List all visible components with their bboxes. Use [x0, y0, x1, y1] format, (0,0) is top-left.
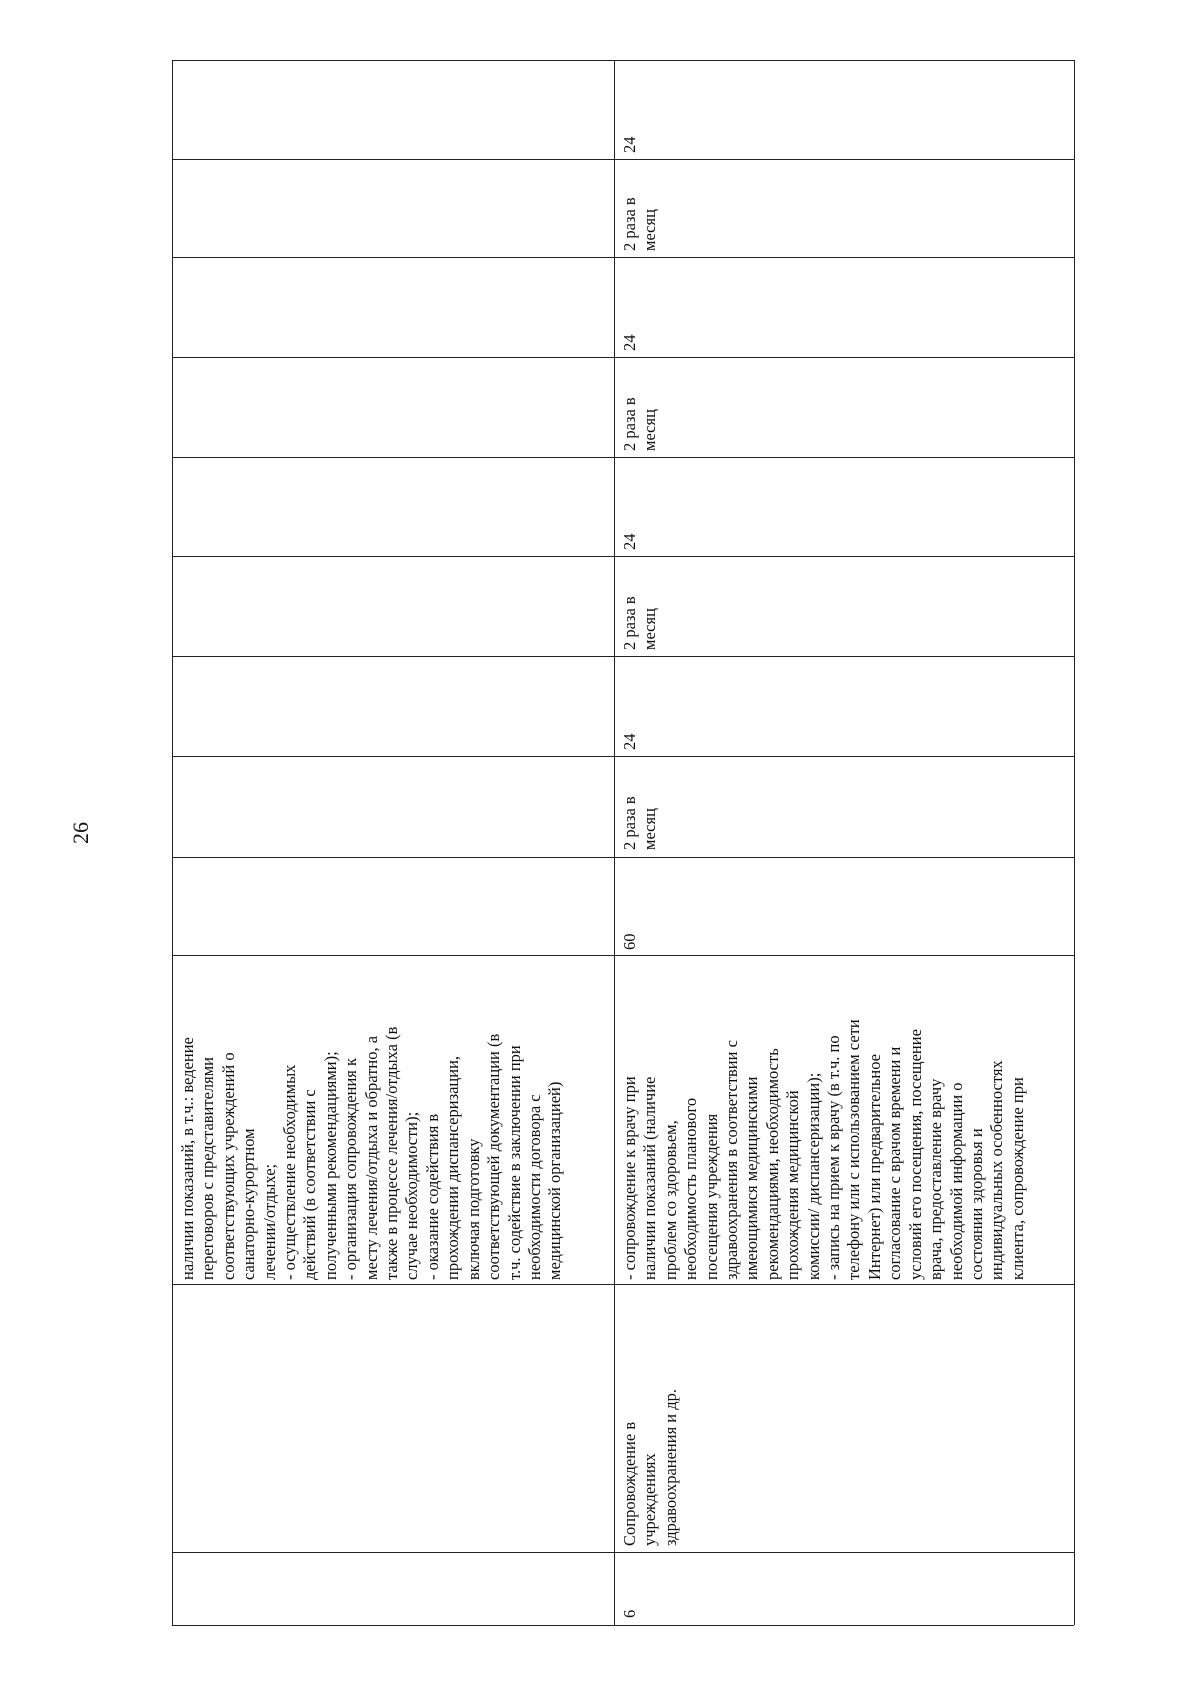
value-cell: 24: [620, 136, 639, 153]
service-name: Сопровождение в учреждениях здравоохранения и др.: [620, 1388, 680, 1546]
row-number: 6: [620, 1609, 639, 1618]
value-cell: 24: [620, 533, 639, 550]
value-cell: 2 раза в месяц: [620, 796, 660, 850]
page-number: 26: [68, 822, 93, 844]
value-cell: 2 раза в месяц: [620, 596, 660, 650]
value-cell: 2 раза в месяц: [620, 197, 660, 251]
value-cell: 24: [620, 733, 639, 750]
value-cell: 2 раза в месяц: [620, 397, 660, 451]
prev-description-text: наличии показаний, в т.ч.: ведение переговоров с представителями соответствующих учреждений о санаторно-курортном лечении/отдыхе; - осуществление необходимых действий (в соответствии с полученными рекомендациями); - организация сопровождения к месту лечения/отдыха и обратно, а также в процессе лечения/отдыха (в случае необходимости); - оказание содействия в прохождении диспансеризации, включая подготовку соответствующей документации (в т.ч. содействие в заключении при необходимости договора с медицинской организацией): [178, 1026, 565, 1280]
rotated-services-table: [172, 60, 1074, 1625]
value-cell: 24: [620, 334, 639, 351]
value-cell: 60: [620, 933, 639, 950]
service-description: - сопровождение к врачу при наличии показаний (наличие проблем со здоровьем, необходимость планового посещения учреждения здравоохранения в соответствии с имеющимися медицинскими рекомендациями, необходимость прохождения медицинской комиссии/ диспансеризации); - запись на прием к врачу (в т.ч. по телефону или с использованием сети Интернет) или предварительное согласование с врачом времени и условий его посещения, посещение врача, предоставление врачу необходимой информации о состоянии здоровья и индивидуальных особенностях клиента, сопровождение при: [620, 1019, 1027, 1280]
